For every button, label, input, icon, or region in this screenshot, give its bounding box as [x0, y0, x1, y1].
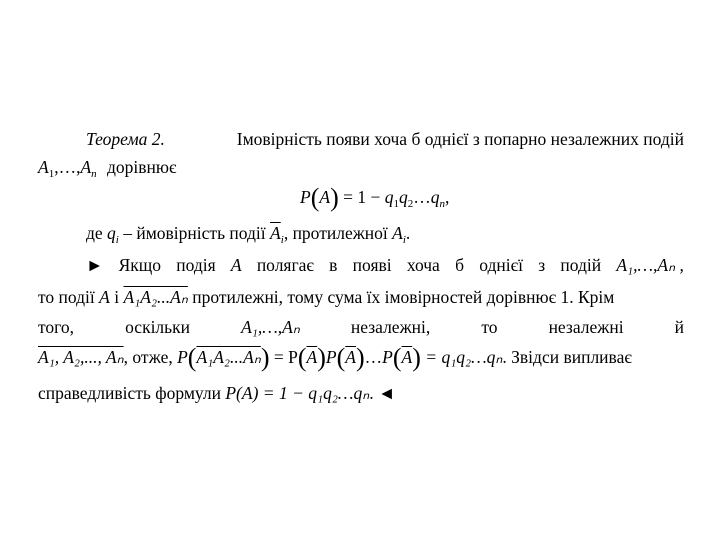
proof-word: подія: [176, 255, 216, 275]
proof-word: подій: [560, 255, 602, 275]
event-an-sub: n: [91, 168, 97, 180]
formula-main: $P(A) = 1 - q_1q_2\dots q_n$,: [300, 183, 450, 212]
proof-word: хоча: [406, 255, 440, 275]
proof-line-4: A₁, A₂,..., Aₙ, отже, $P(A_1A_2...A_n) = P(\overline{A})P(\overline{A})\dots P(\overline{A})$ = q₁q₂…qₙ. Звідси випливає: [38, 343, 632, 372]
proof-line4-mid: , отже,: [123, 347, 173, 367]
where-q: q: [107, 223, 116, 243]
proof-line-5: [38, 382, 684, 404]
where-middle: – ймовірність події: [123, 223, 266, 243]
proof-word: того,: [38, 317, 75, 337]
proof-word: полягає: [256, 255, 314, 275]
where-a-sub: i: [402, 234, 406, 246]
proof-word: однієї: [479, 255, 523, 275]
where-abar-sub: i: [280, 234, 284, 246]
formula-arg: A: [319, 187, 331, 207]
proof-word: Якщо: [118, 255, 161, 275]
where-end: .: [405, 223, 411, 243]
event-a1: A: [38, 157, 49, 177]
proof-line2-start: то події: [38, 287, 95, 307]
formula-rhs: = $1 - q_1q_2\dots q_n$: [343, 187, 445, 210]
formula-subn: n: [439, 198, 445, 210]
proof-line5-formula: P(A) = 1 − q₁q₂…qₙ: [225, 383, 370, 403]
where-prefix: де: [86, 223, 103, 243]
where-q-sub: i: [115, 234, 119, 246]
proof-line-2: [38, 286, 684, 308]
proof-word: в: [329, 255, 338, 275]
event-a1-sub: 1: [48, 168, 55, 180]
where-abar: $\overline{A}$: [270, 223, 281, 243]
proof-line5-start: справедливість формули: [38, 383, 221, 403]
event-an: A: [80, 157, 92, 177]
proof-word: появі: [352, 255, 392, 275]
proof-word: й: [674, 317, 684, 337]
proof-start-marker: ►: [86, 255, 104, 275]
proof-word: незалежні,: [350, 317, 431, 337]
formula-p: P: [300, 187, 311, 207]
formula-sub1: 1: [393, 198, 399, 210]
formula-tail: ,: [445, 187, 450, 207]
proof-word: то: [481, 317, 498, 337]
proof-word: A: [230, 255, 242, 275]
theorem-line-1: [38, 128, 684, 150]
formula-sub2: 2: [407, 198, 414, 210]
proof-line4-q: = q₁q₂…qₙ: [425, 347, 503, 367]
proof-line-1: [86, 254, 684, 276]
proof-word: незалежні: [548, 317, 624, 337]
theorem-label: Теорема 2.: [86, 129, 165, 149]
proof-line4-end: . Звідси випливає: [502, 347, 632, 367]
proof-word: з: [538, 255, 546, 275]
proof-line4-p: P: [177, 347, 188, 367]
proof-line2-rest: протилежні, тому сума їх імовірностей дорівнює 1. Крім: [192, 287, 615, 307]
proof-line4-list: A₁, A₂,..., Aₙ: [38, 347, 124, 367]
where-a: A: [392, 223, 403, 243]
theorem-text-1: Імовірність появи хоча б однієї з попарно незалежних подій: [236, 129, 684, 149]
proof-end-marker: . ◄: [369, 383, 396, 403]
proof-line4-eq: = P: [273, 347, 298, 367]
theorem-text-2: дорівнює: [107, 157, 177, 177]
proof-word: оскільки: [125, 317, 191, 337]
proof-word: б: [455, 255, 464, 275]
proof-line2-a: A: [99, 287, 110, 307]
theorem-line-2: [38, 156, 684, 185]
events-ellipsis: ,…,: [54, 157, 81, 177]
proof-line2-and: і: [114, 287, 120, 307]
proof-word: A₁,…,Aₙ: [241, 317, 300, 337]
proof-line2-product: A₁A₂...Aₙ: [123, 287, 188, 307]
where-line: [86, 222, 720, 251]
where-middle2: , протилежної: [283, 223, 388, 243]
proof-line1-events: A₁,…,Aₙ ,: [616, 255, 684, 275]
proof-line-3: [38, 316, 684, 338]
